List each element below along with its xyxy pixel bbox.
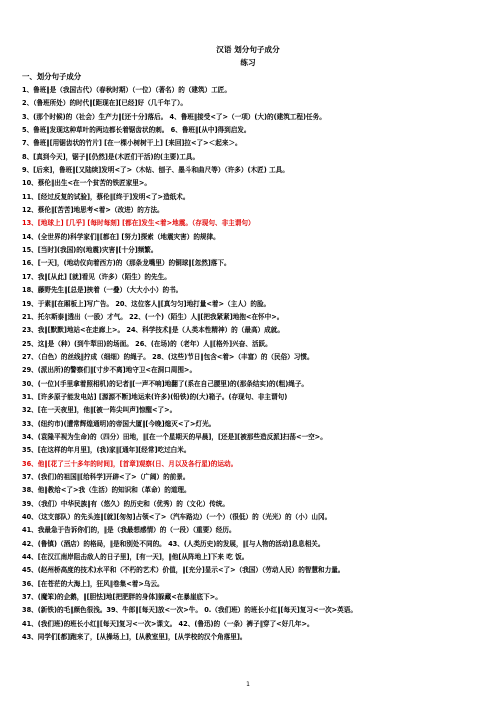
exercise-line: 29、(派出所)的警察们‖[寸步不离]地守卫<在洞口周围>。: [22, 366, 197, 375]
exercise-line: 23、我‖[默默]地站<在走廊上>。 24、科学技术‖是（人类本性精神）的（最高）成就。: [22, 326, 284, 335]
exercise-line: 27、（白色）的丝线‖拧成（细细）的绳子。 28、(这些)节日‖包含<着>（丰富）的（民俗）习惯。: [22, 352, 314, 361]
exercise-line: 13、[地球上] [几乎] [每时每刻] [都在]发生<着>地震。（存现句、非主谓句）: [22, 219, 255, 228]
exercise-line: 3、(那个时候)的（社会）生产力‖[还十分]落后。 4、鲁班‖接受<了>（一项）(大)的(建筑工程)任务。: [22, 112, 326, 121]
exercise-line: 15、[当时](我国)的(地震)灾害‖[十分]频繁。: [22, 246, 158, 255]
exercise-line: 38、(新铁)的毛‖颜色很浅。39、牛郎‖[每天]放<一次>牛。 0.（我们班）的班长小红‖[每天]复习<一次>英语。: [22, 606, 357, 615]
exercise-line: 42、(鲁镇)（酒店）的格局，‖是和别处不同的。 43、(人类历史)的发展，‖[与人物的活动]息息相关。: [22, 539, 325, 548]
exercise-list: [22, 84, 484, 644]
exercise-line: 45、(赵州桥高度的技术)水平和（不朽的艺术）价值，‖[充分]显示<了>（我国）（劳动人民）的智慧和力量。: [22, 566, 345, 575]
exercise-line: 8、[真到今天]，锯子‖[仍然]是(木匠们干活)的(主要)工具。: [22, 152, 200, 161]
exercise-line: 21、托尔斯泰‖透出（一股）才气。 22、(一个)（陌生）人‖[把我紧紧]地抱<在怀中>。: [22, 312, 284, 321]
exercise-line: 36、[在苍茫的大海上]，狂风‖卷集<着>乌云。: [22, 579, 164, 588]
exercise-line: 44、[在汉江南岸阻击敌人的日子里]，[有一天]，‖他[从阵地上]下来 吃 饭。: [22, 553, 249, 562]
exercise-line: 18、藤野先生‖[总是]挟着（一叠）（大大小小）的书。: [22, 286, 183, 295]
exercise-line: 37、(我们)的祖国‖[给科学]开辟<了>（广阔）的前景。: [22, 472, 190, 481]
exercise-line: 30、(一位)(手里拿着照相机)的记者‖[一声不响]地翻了(系在自己腰里)的(那条结实)的(粗)绳子。: [22, 379, 309, 388]
exercise-line: 36、他‖[花了三十多年的时间]，[首章]观察(日、月以及各行星)的运动。: [22, 459, 238, 468]
exercise-line: 7、鲁班‖[用锯齿状的竹片] [在一棵小树树干上] [来回]拉<了>＜起来＞。: [22, 139, 242, 148]
exercise-line: 19、于素‖[在厢板上]写广告。 20、这位客人‖[真匀匀]地打量<着>（主人）的脸。: [22, 299, 271, 308]
document-subtitle: 练习: [240, 58, 256, 67]
document-title: 汉语 划分句子成分: [216, 45, 280, 54]
exercise-line: 41、我最急于告诉你们的，‖是（我最想感情）的（一段）（重要）经历。: [22, 526, 236, 535]
exercise-line: 17、我‖[从此] [就]看见（许多）（陌生）的先生。: [22, 272, 171, 281]
exercise-line: 40、（这支部队）的先头连‖[就][匆匆]占领<了>（汽车路边）（一个）（很低）的（光光）的（小）山冈。: [22, 513, 332, 521]
exercise-line: 33、(纽约市)(遭常辉煌通明)的帝国大厦‖[今晚]熄灭<了>灯光。: [22, 419, 216, 428]
exercise-line: 37、(魔笨)的企鹅，‖[胆怯]地[把肥胖的身体]躲藏<在暴崖底下>。: [22, 593, 222, 602]
section-heading: 一、划分句子成分: [22, 71, 82, 81]
exercise-line: 10、蔡伦‖出生<在一个贫苦的铁匠家里>。: [22, 179, 152, 188]
page-number: 1: [246, 681, 250, 688]
exercise-line: 2、（鲁班所处）的时代‖[距现在][已经]好（几千年了）。: [22, 99, 187, 108]
exercise-line: 32、[在一天夜里]，他‖[被一阵尖叫声]惊醒<了>。: [22, 406, 177, 415]
exercise-line: 9、[后来]，鲁班‖[又陆续]发明<了>（木钻、刨子、墨斗和曲尺等）（许多）(木匠) 工具。: [22, 166, 289, 175]
exercise-line: 16、[一天]，(地动仪向着西方)的（那条龙嘴里）的铜球‖[忽然]落下。: [22, 259, 231, 268]
exercise-line: 31、[许多原子能发电站] [源源不断]地运来(许多)(铅铁)的(大)箱子。(存现句、非主谓句): [22, 392, 288, 401]
exercise-line: 41、(我们班)的班长小红‖[每天]复习<一次>课文。 42、(鲁迅)的（一条）裤子‖穿了<好几年>。: [22, 619, 314, 628]
exercise-line: 5、鲁班‖发现这种草叶的两边都长着锯齿状的刺。 6、鲁班‖[从中]得到启发。: [22, 126, 251, 135]
exercise-line: 34、(袁隆平视为生命)的（四分）田地，‖[在一个星期天的早晨]，[还是][被那些造反派]扫荡<一空>。: [22, 432, 327, 441]
exercise-line: 12、蔡伦‖[苦苦]地思考<着>（改进）的方法。: [22, 206, 164, 215]
exercise-line: 25、这‖是（种）(到牛犁田)的场面。 26、(在场)的（老年）人‖[格外]兴奋、活跃。: [22, 339, 272, 348]
exercise-line: 14、(全世界的)科学家们‖[都在] [努力]探索（地震灾害）的规律。: [22, 232, 220, 241]
exercise-line: 38、他‖教给<了>我（生活）的知识和（革命）的道理。: [22, 486, 191, 495]
exercise-line: 43、同学们[都]跑来了，[从操场上]，[从教室里]，[从学校的汉个角落里]。: [22, 633, 247, 642]
exercise-line: 1、鲁班‖是（我国古代）（春秋时期）（一位）（著名）的（建筑）工匠。: [22, 86, 231, 94]
exercise-line: 35、[在这样的年月里]，(我)家‖[通年][经常]吃过白米。: [22, 446, 191, 455]
exercise-line: 39、（我们）中华民族‖有（悠久）的历史和（优秀）的（文化）传统。: [22, 499, 229, 508]
exercise-line: 11、[经过反复的试验]，蔡伦‖[终于]发明<了>造纸术。: [22, 192, 190, 201]
